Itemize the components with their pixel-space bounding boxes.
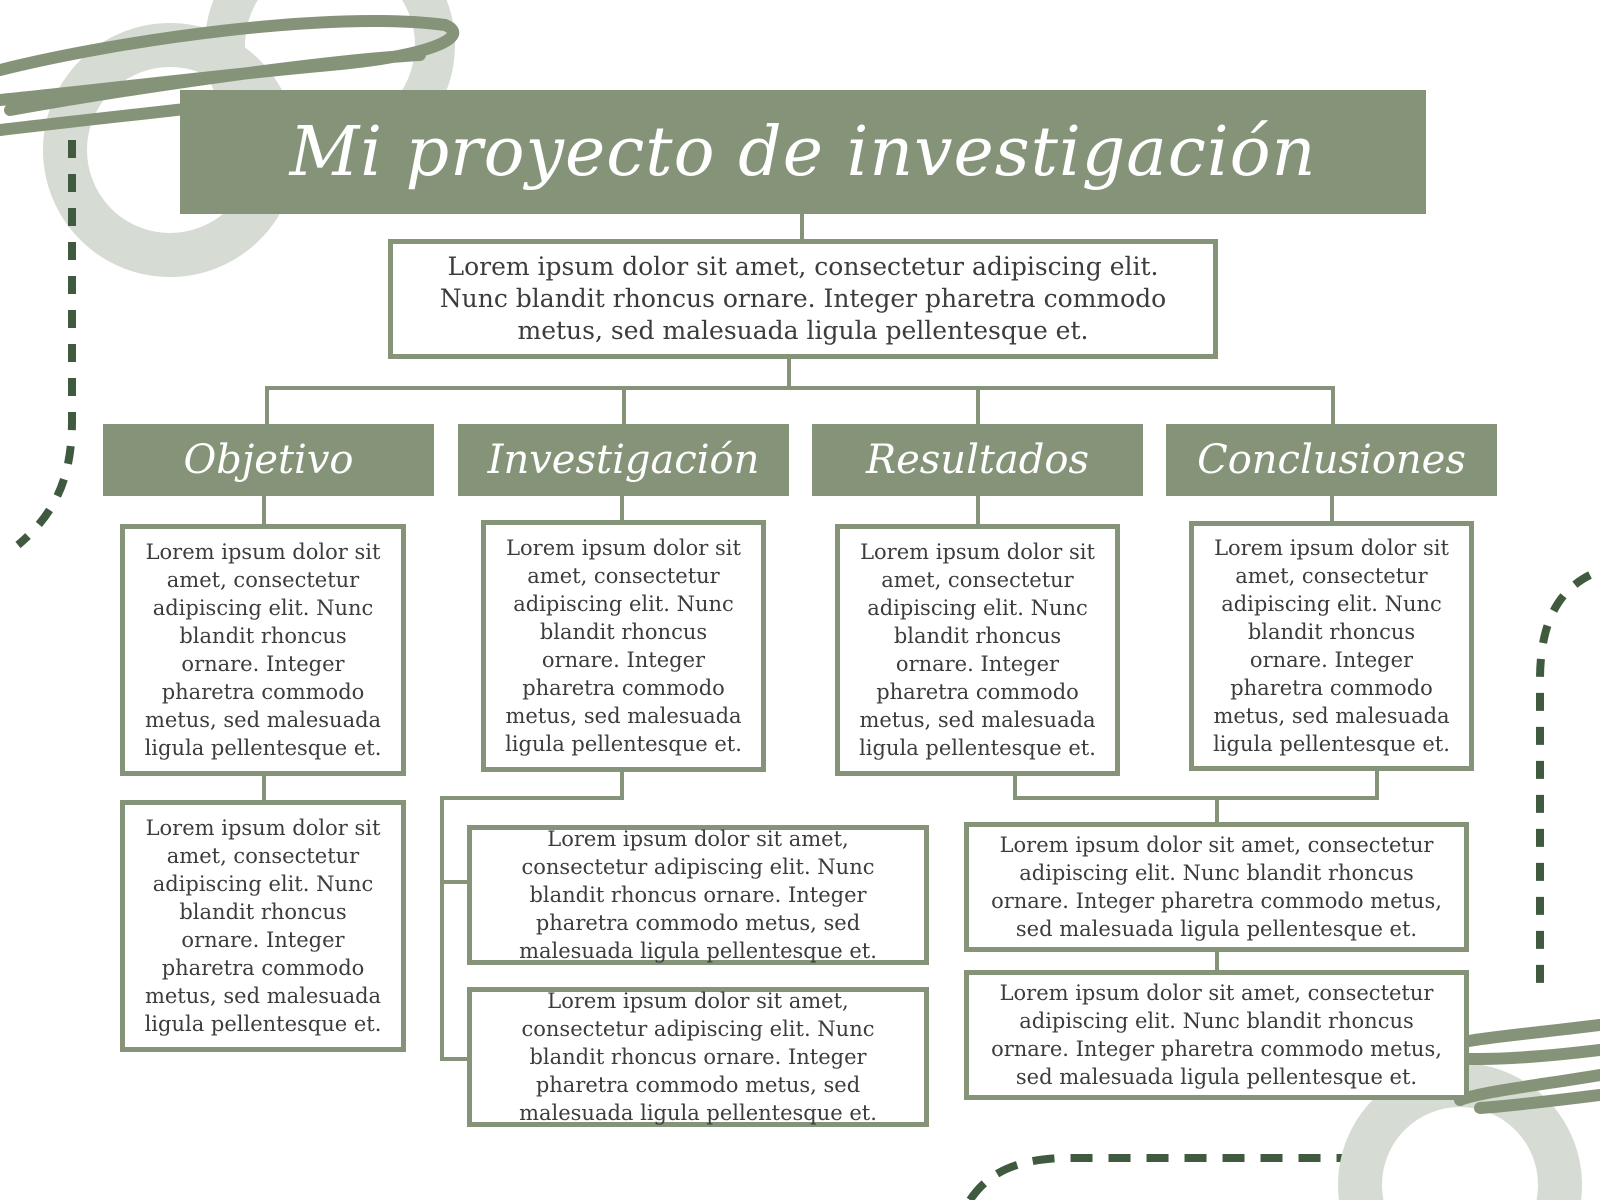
title-banner — [180, 90, 1426, 214]
connector-investigacion-vertical — [440, 796, 444, 1061]
connector-resultados-box1 — [976, 496, 980, 524]
connector-objetivo-box1 — [262, 496, 266, 524]
connector-investigacion-branch1 — [440, 880, 468, 884]
investigacion-box-2: Lorem ipsum dolor sit amet, consectetur adipiscing elit. Nunc blandit rhoncus ornare. Integer pharetra commodo metus, sed malesuada ligula pellentesque et. — [467, 825, 929, 965]
connector-resultados-drop — [976, 386, 980, 424]
connector-investigacion-drop — [622, 386, 626, 424]
main-description-box: Lorem ipsum dolor sit amet, consectetur adipiscing elit. Nunc blandit rhoncus ornare. Integer pharetra commodo metus, sed malesuada ligula pellentesque et. — [388, 239, 1218, 359]
header-resultados: Resultados — [812, 424, 1143, 496]
connector-merge-down — [1215, 796, 1219, 824]
resultados-box-1: Lorem ipsum dolor sit amet, consectetur adipiscing elit. Nunc blandit rhoncus ornare. Integer pharetra commodo metus, sed malesuada ligula pellentesque et. — [835, 524, 1120, 776]
connector-objetivo-box2 — [262, 774, 266, 802]
connector-conclusiones-box1 — [1330, 496, 1334, 522]
header-objetivo: Objetivo — [103, 424, 434, 496]
connector-conclusiones-drop — [1331, 386, 1335, 424]
connector-top-horizontal — [265, 386, 1335, 390]
connector-title-main — [800, 214, 804, 240]
objetivo-box-2: Lorem ipsum dolor sit amet, consectetur adipiscing elit. Nunc blandit rhoncus ornare. Integer pharetra commodo metus, sed malesuada ligula pellentesque et. — [120, 800, 406, 1052]
header-investigacion: Investigación — [458, 424, 789, 496]
objetivo-box-1: Lorem ipsum dolor sit amet, consectetur adipiscing elit. Nunc blandit rhoncus ornare. Integer pharetra commodo metus, sed malesuada ligula pellentesque et. — [120, 524, 406, 776]
investigacion-box-3: Lorem ipsum dolor sit amet, consectetur adipiscing elit. Nunc blandit rhoncus ornare. Integer pharetra commodo metus, sed malesuada ligula pellentesque et. — [467, 987, 929, 1127]
connector-investigacion-box1 — [620, 496, 624, 520]
decor-loop-bottom — [1360, 1085, 1560, 1200]
connector-objetivo-drop — [265, 386, 269, 424]
page-title: Mi proyecto de investigación — [289, 112, 1317, 192]
shared-box-2: Lorem ipsum dolor sit amet, consectetur adipiscing elit. Nunc blandit rhoncus ornare. Integer pharetra commodo metus, sed malesuada ligula pellentesque et. — [964, 970, 1469, 1100]
connector-investigacion-branch2 — [440, 1057, 468, 1061]
connector-investigacion-horizontal — [440, 796, 624, 800]
conclusiones-box-1: Lorem ipsum dolor sit amet, consectetur adipiscing elit. Nunc blandit rhoncus ornare. Integer pharetra commodo metus, sed malesuada ligula pellentesque et. — [1189, 521, 1474, 771]
decor-dashed-right — [1540, 575, 1590, 985]
investigacion-box-1: Lorem ipsum dolor sit amet, consectetur adipiscing elit. Nunc blandit rhoncus ornare. Integer pharetra commodo metus, sed malesuada ligula pellentesque et. — [481, 520, 766, 772]
connector-merge-horizontal — [1013, 796, 1379, 800]
decor-dashed-left — [18, 140, 72, 545]
shared-box-1: Lorem ipsum dolor sit amet, consectetur adipiscing elit. Nunc blandit rhoncus ornare. Integer pharetra commodo metus, sed malesuada ligula pellentesque et. — [964, 822, 1469, 952]
connector-main-down — [787, 358, 791, 386]
decor-dashed-bottom — [970, 1158, 1380, 1200]
header-conclusiones: Conclusiones — [1166, 424, 1497, 496]
